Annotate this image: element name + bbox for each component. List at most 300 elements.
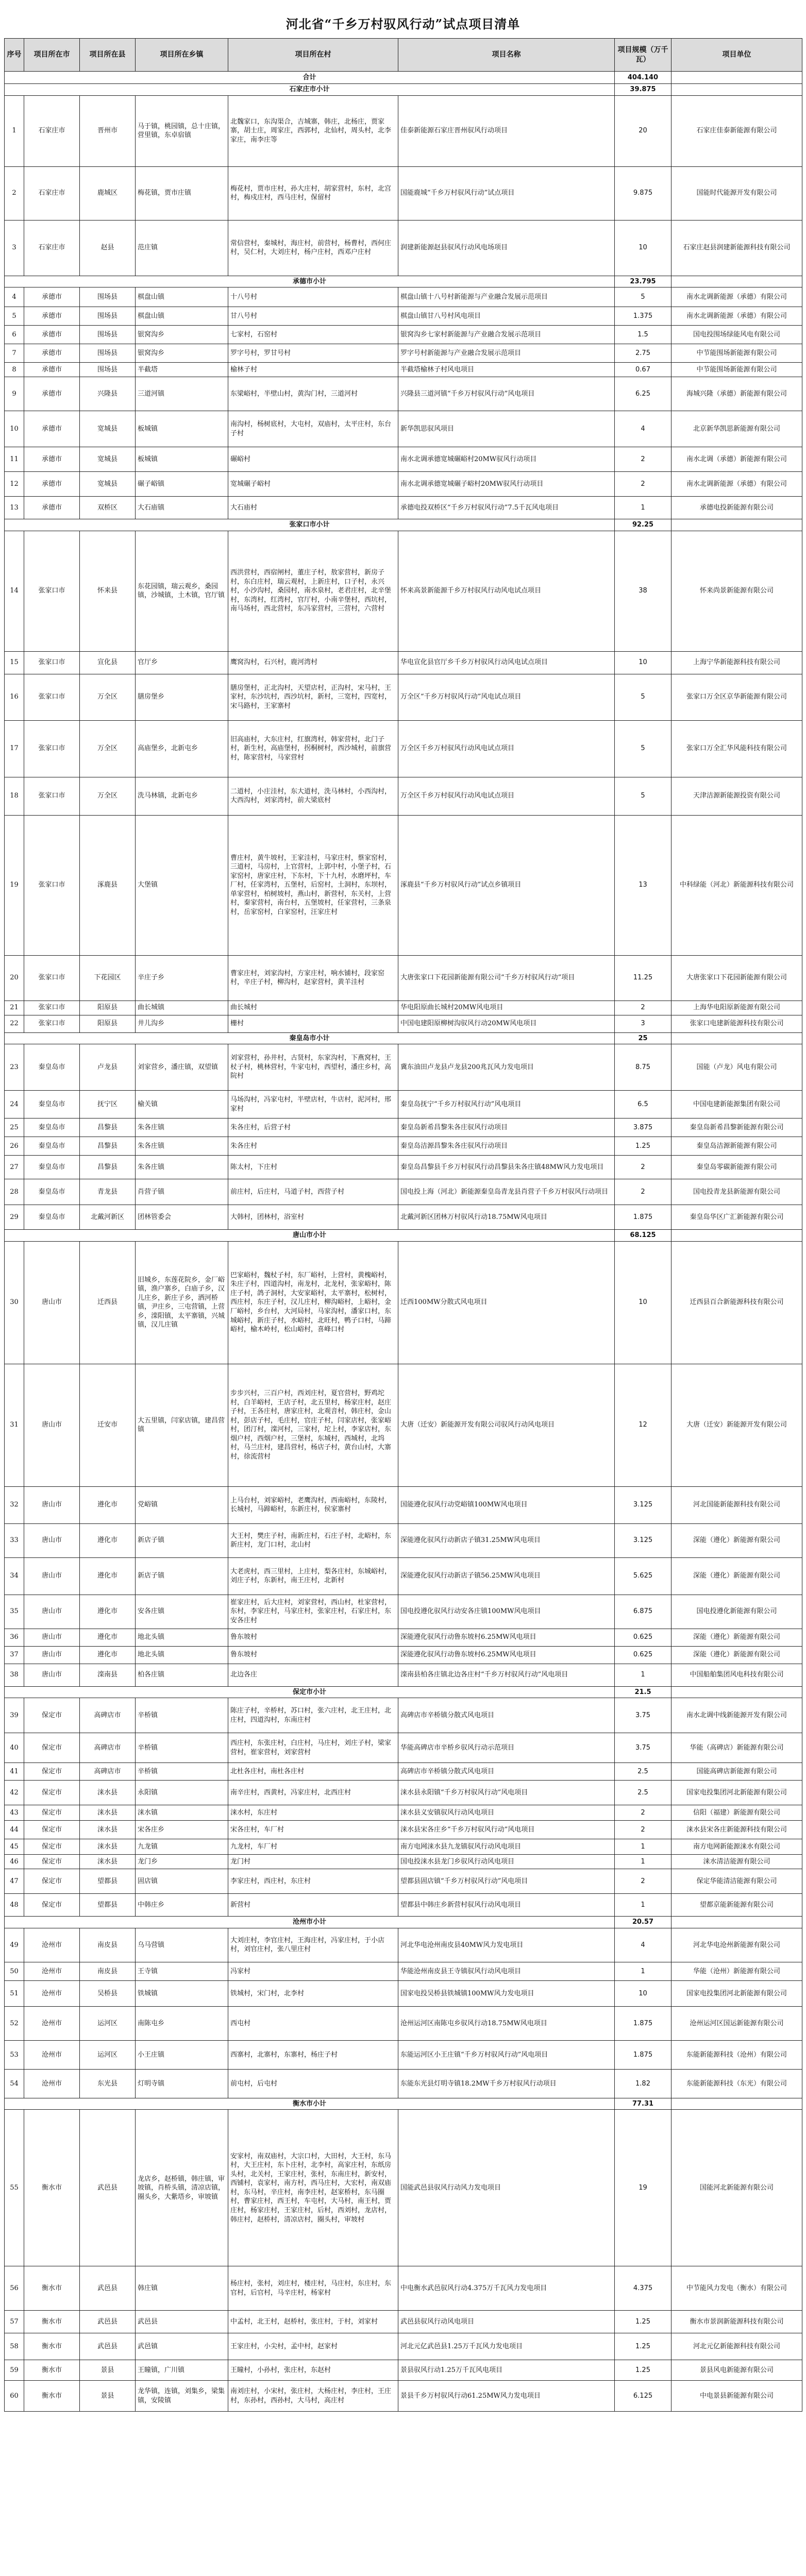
subtotal-blank	[671, 84, 802, 96]
cell-scale: 0.625	[615, 1629, 671, 1646]
cell-name: 国电投遵化驭风行动安各庄镇100MW风电项目	[398, 1595, 615, 1629]
cell-county: 卢龙县	[80, 1044, 136, 1091]
cell-scale: 3	[615, 1015, 671, 1032]
cell-scale: 1.375	[615, 307, 671, 326]
cell-town: 党峪镇	[136, 1486, 228, 1523]
cell-scale: 5	[615, 287, 671, 307]
cell-village: 李家庄村，西庄村，东庄村	[228, 1869, 398, 1894]
cell-town: 王寺镇	[136, 1962, 228, 1980]
subtotal-label: 承德市小计	[5, 276, 615, 287]
cell-unit: 南方电网新能源涞水有限公司	[671, 1839, 802, 1855]
cell-no: 49	[5, 1928, 24, 1962]
cell-county: 遵化市	[80, 1523, 136, 1557]
cell-scale: 5	[615, 720, 671, 777]
cell-town: 新店子镇	[136, 1523, 228, 1557]
table-row	[5, 720, 802, 777]
cell-county: 武邑县	[80, 2333, 136, 2360]
cell-scale: 1.25	[615, 2333, 671, 2360]
cell-scale: 2.5	[615, 1763, 671, 1781]
cell-unit: 国能（卢龙）风电有限公司	[671, 1044, 802, 1091]
cell-no: 36	[5, 1629, 24, 1646]
cell-city: 保定市	[24, 1869, 80, 1894]
cell-city: 衡水市	[24, 2311, 80, 2333]
cell-unit: 国家电投集团河北新能源有限公司	[671, 1781, 802, 1805]
cell-unit: 秦皇岛洁源新能源有限公司	[671, 1137, 802, 1156]
cell-county: 围场县	[80, 363, 136, 377]
cell-city: 沧州市	[24, 1980, 80, 2006]
table-row	[5, 815, 802, 955]
header-town: 项目所在乡镇	[136, 39, 228, 72]
cell-city: 张家口市	[24, 1015, 80, 1032]
cell-no: 30	[5, 1241, 24, 1364]
cell-town: 碾子峪镇	[136, 472, 228, 497]
cell-county: 鹿城区	[80, 166, 136, 220]
document-title: 河北省“千乡万村驭风行动”试点项目清单	[286, 16, 520, 31]
cell-name: 国家电投吴桥县铁城镇100MW风力发电项目	[398, 1980, 615, 2006]
cell-county: 高碑店市	[80, 1763, 136, 1781]
cell-town: 武邑镇	[136, 2333, 228, 2360]
cell-no: 39	[5, 1698, 24, 1733]
cell-town: 龙店乡，赵桥镇，韩庄镇，审坡镇，肖桥头镇，清凉店镇，圈头乡，大紫塔乡，审坡镇	[136, 2110, 228, 2266]
cell-village: 北魏家口，东沟渠合，吉城寨，韩庄，北杨庄，贾家寨，胡士庄，周家庄，西郭村，北仙村，周头村，北李家庄，南李庄等	[228, 95, 398, 166]
cell-county: 晋州市	[80, 95, 136, 166]
cell-unit: 衡水市景润新能源科技有限公司	[671, 2311, 802, 2333]
cell-name: 深能遵化驭风行动新店子镇56.25MW风电项目	[398, 1557, 615, 1595]
cell-county: 吴桥县	[80, 1980, 136, 2006]
cell-town: 膳房堡乡	[136, 674, 228, 720]
cell-county: 万全区	[80, 720, 136, 777]
cell-unit: 承德电投新能源有限公司	[671, 497, 802, 519]
cell-village: 曲长城村	[228, 1001, 398, 1015]
cell-unit: 国电投青龙县新能源有限公司	[671, 1179, 802, 1205]
table-row	[5, 1137, 802, 1156]
cell-name: 秦皇岛抚宁“千乡万村驭风行动”风电项目	[398, 1091, 615, 1118]
subtotal-blank	[671, 519, 802, 531]
table-body	[5, 72, 802, 2412]
cell-town: 地北头镇	[136, 1629, 228, 1646]
cell-city: 张家口市	[24, 674, 80, 720]
cell-town: 榆关镇	[136, 1091, 228, 1118]
cell-no: 47	[5, 1869, 24, 1894]
total-blank	[671, 72, 802, 84]
cell-unit: 中科绿能（河北）新能源科技有限公司	[671, 815, 802, 955]
cell-no: 17	[5, 720, 24, 777]
cell-town: 辛桥镇	[136, 1698, 228, 1733]
cell-name: 中电衡水武邑驭风行动4.375万千瓦风力发电项目	[398, 2266, 615, 2311]
cell-city: 沧州市	[24, 2069, 80, 2098]
cell-scale: 2	[615, 472, 671, 497]
cell-town: 板城镇	[136, 447, 228, 472]
cell-city: 沧州市	[24, 2040, 80, 2069]
cell-name: 南水北调承德宽城碾子峪村20MW驭风行动项目	[398, 472, 615, 497]
cell-village: 西庄村，东张庄村，白庄村，马庄村，刘庄子村，梁家营村，崔家营村，刘家营村	[228, 1733, 398, 1763]
cell-city: 张家口市	[24, 955, 80, 1001]
cell-unit: 迁西县百合新能源科技有限公司	[671, 1241, 802, 1364]
cell-county: 兴隆县	[80, 377, 136, 411]
cell-no: 27	[5, 1156, 24, 1179]
cell-no: 38	[5, 1664, 24, 1686]
cell-name: 润建新能源赵县驭风行动风电场项目	[398, 220, 615, 276]
cell-scale: 2	[615, 1821, 671, 1839]
cell-unit: 涞水县宋各庄新能源科技有限公司	[671, 1821, 802, 1839]
cell-unit: 沧州运河区国运新能源有限公司	[671, 2006, 802, 2040]
cell-town: 铁城镇	[136, 1980, 228, 2006]
cell-village: 十八号村	[228, 287, 398, 307]
table-row	[5, 1091, 802, 1118]
cell-unit: 东能新能源科技（沧州）有限公司	[671, 2040, 802, 2069]
cell-town: 宋各庄乡	[136, 1821, 228, 1839]
cell-name: 武邑县驭风行动风电项目	[398, 2311, 615, 2333]
cell-city: 承德市	[24, 326, 80, 344]
cell-town: 曲长城镇	[136, 1001, 228, 1015]
cell-town: 中韩庄乡	[136, 1894, 228, 1917]
cell-town: 新店子镇	[136, 1557, 228, 1595]
cell-name: 涞水县义安镇驭风行动风电项目	[398, 1805, 615, 1821]
cell-town: 马于镇，桃园镇，总十庄镇，营里镇，东卓宿镇	[136, 95, 228, 166]
cell-town: 柏各庄镇	[136, 1664, 228, 1686]
cell-name: 河北元亿武邑县1.25万千瓦风力发电项目	[398, 2333, 615, 2360]
cell-city: 衡水市	[24, 2381, 80, 2412]
cell-village: 大王村，樊庄子村，南新庄村，石庄子村，北峪村，东新庄村，龙门口村，北山村	[228, 1523, 398, 1557]
subtotal-row	[5, 2098, 802, 2110]
cell-city: 唐山市	[24, 1486, 80, 1523]
cell-name: 华电宣化县官厅乡千乡万村驭风行动风电试点项目	[398, 651, 615, 674]
cell-village: 碾峪村	[228, 447, 398, 472]
cell-no: 31	[5, 1364, 24, 1486]
cell-no: 33	[5, 1523, 24, 1557]
table-row	[5, 2381, 802, 2412]
cell-town: 旧城乡，东莲花院乡，金厂峪镇，渔户寨乡，白庙子乡，汉儿庄乡，新庄子乡，洒河桥镇，尹庄乡，三屯营镇，上营乡，滦阳镇，太平寨镇，兴城镇，汉儿庄镇	[136, 1241, 228, 1364]
cell-scale: 10	[615, 220, 671, 276]
cell-county: 武邑县	[80, 2110, 136, 2266]
cell-city: 承德市	[24, 287, 80, 307]
cell-name: 河北华电沧州南皮县40MW风力发电项目	[398, 1928, 615, 1962]
cell-no: 28	[5, 1179, 24, 1205]
cell-unit: 南水北调中线新能源开发有限公司	[671, 1698, 802, 1733]
cell-village: 二道村，小庄洼村，东大道村，洗马林村，小西沟村，大西沟村，刘家湾村，前大梁底村	[228, 777, 398, 815]
table-row	[5, 2333, 802, 2360]
cell-scale: 1.25	[615, 2360, 671, 2381]
cell-name: 大唐（迁安）新能源开发有限公司驭风行动风电项目	[398, 1364, 615, 1486]
header-unit: 项目单位	[671, 39, 802, 72]
cell-town: 银窝沟乡	[136, 326, 228, 344]
cell-city: 唐山市	[24, 1629, 80, 1646]
cell-name: 万全区千乡万村驭风行动风电试点项目	[398, 720, 615, 777]
cell-no: 37	[5, 1646, 24, 1664]
cell-county: 涿鹿县	[80, 815, 136, 955]
cell-name: 国电投涞水县龙门乡驭风行动风电项目	[398, 1855, 615, 1869]
table-row	[5, 1205, 802, 1230]
cell-name: 华电阳原曲长城村20MW风电项目	[398, 1001, 615, 1015]
cell-city: 秦皇岛市	[24, 1205, 80, 1230]
cell-name: 涞水县宋各庄乡“千乡万村驭风行动”风电项目	[398, 1821, 615, 1839]
cell-town: 辛庄子乡	[136, 955, 228, 1001]
cell-town: 大堡镇	[136, 815, 228, 955]
table-row	[5, 1001, 802, 1015]
cell-city: 保定市	[24, 1763, 80, 1781]
subtotal-row	[5, 1230, 802, 1242]
cell-village: 新营村	[228, 1894, 398, 1917]
subtotal-scale: 25	[615, 1032, 671, 1044]
cell-village: 南沟村，杨树底村，大屯村，双庙村，太平庄村，东台子村	[228, 411, 398, 447]
cell-town: 地北头镇	[136, 1646, 228, 1664]
cell-no: 29	[5, 1205, 24, 1230]
cell-village: 九龙村，车厂村	[228, 1839, 398, 1855]
cell-no: 23	[5, 1044, 24, 1091]
header-scale: 项目规模（万千瓦）	[615, 39, 671, 72]
cell-county: 宣化县	[80, 651, 136, 674]
cell-scale: 2	[615, 447, 671, 472]
cell-town: 龙华镇，连镇，刘集乡，梁集镇，安陵镇	[136, 2381, 228, 2412]
header-county: 项目所在县	[80, 39, 136, 72]
cell-unit: 深能（遵化）新能源有限公司	[671, 1629, 802, 1646]
cell-no: 44	[5, 1821, 24, 1839]
table-row	[5, 497, 802, 519]
cell-village: 膳房堡村，正北沟村，天望店村，正沟村，宋马村，王家村，东沙坑村，西沙坑村，新村，三宽村，四宽村，宋马路村，王家寨村	[228, 674, 398, 720]
cell-name: 半截塔榆林子村风电项目	[398, 363, 615, 377]
cell-county: 阳原县	[80, 1001, 136, 1015]
cell-county: 昌黎县	[80, 1137, 136, 1156]
cell-village: 大老虎村，西三里村，上庄村，梨各庄村，东城峪村，刘庄子村，东新村，南王庄村，北新村	[228, 1557, 398, 1595]
cell-no: 8	[5, 363, 24, 377]
cell-city: 唐山市	[24, 1523, 80, 1557]
cell-scale: 5.625	[615, 1557, 671, 1595]
cell-county: 下花园区	[80, 955, 136, 1001]
cell-county: 围场县	[80, 307, 136, 326]
subtotal-row	[5, 1686, 802, 1698]
cell-unit: 张家口万全区京华新能源有限公司	[671, 674, 802, 720]
cell-village: 铁城村，宋门村，北李村	[228, 1980, 398, 2006]
cell-unit: 南水北调（承德）新能源有限公司	[671, 447, 802, 472]
cell-no: 50	[5, 1962, 24, 1980]
cell-county: 东光县	[80, 2069, 136, 2098]
cell-city: 承德市	[24, 307, 80, 326]
cell-name: 南方电网涞水县九龙镇驭风行动风电项目	[398, 1839, 615, 1855]
cell-unit: 深能（遵化）新能源有限公司	[671, 1523, 802, 1557]
cell-no: 54	[5, 2069, 24, 2098]
cell-name: 承德电投双桥区“千乡万村驭风行动”7.5千瓦风电项目	[398, 497, 615, 519]
subtotal-label: 沧州市小计	[5, 1917, 615, 1928]
table-row	[5, 1821, 802, 1839]
cell-scale: 8.75	[615, 1044, 671, 1091]
cell-city: 承德市	[24, 363, 80, 377]
cell-no: 57	[5, 2311, 24, 2333]
cell-unit: 河北国能新能源科技有限公司	[671, 1486, 802, 1523]
table-row	[5, 1629, 802, 1646]
cell-unit: 景县风电新能源有限公司	[671, 2360, 802, 2381]
cell-village: 北杜各庄村，南杜各庄村	[228, 1763, 398, 1781]
subtotal-scale: 23.795	[615, 276, 671, 287]
cell-village: 宽城碾子峪村	[228, 472, 398, 497]
cell-name: 秦皇岛新希昌黎朱各庄驭风行动项目	[398, 1118, 615, 1137]
cell-no: 5	[5, 307, 24, 326]
cell-village: 西寨村，北寨村，东寨村，杨庄子村	[228, 2040, 398, 2069]
cell-no: 22	[5, 1015, 24, 1032]
header-no: 序号	[5, 39, 24, 72]
cell-city: 张家口市	[24, 720, 80, 777]
cell-village: 鲁东坡村	[228, 1629, 398, 1646]
cell-county: 遵化市	[80, 1486, 136, 1523]
cell-village: 马场沟村，冯家屯村，半壁店村，牛店村，泥河村，邢家村	[228, 1091, 398, 1118]
cell-town: 王瞳镇，广川镇	[136, 2360, 228, 2381]
cell-no: 56	[5, 2266, 24, 2311]
cell-village: 王瞳村，小孙村，张庄村，东赵村	[228, 2360, 398, 2381]
cell-county: 涞水县	[80, 1821, 136, 1839]
cell-town: 乌马营镇	[136, 1928, 228, 1962]
cell-village: 大韩村，团林村，浴室村	[228, 1205, 398, 1230]
cell-town: 武邑县	[136, 2311, 228, 2333]
table-row	[5, 1595, 802, 1629]
table-row	[5, 1486, 802, 1523]
cell-unit: 南水北调新能源（承德）有限公司	[671, 287, 802, 307]
cell-city: 唐山市	[24, 1364, 80, 1486]
header-city: 项目所在市	[24, 39, 80, 72]
cell-town: 棋盘山镇	[136, 287, 228, 307]
cell-no: 21	[5, 1001, 24, 1015]
table-row	[5, 1241, 802, 1364]
cell-unit: 海城兴隆（承德）新能源有限公司	[671, 377, 802, 411]
cell-scale: 1.875	[615, 1205, 671, 1230]
cell-no: 32	[5, 1486, 24, 1523]
cell-city: 秦皇岛市	[24, 1118, 80, 1137]
cell-town: 板城镇	[136, 411, 228, 447]
cell-town: 朱各庄镇	[136, 1137, 228, 1156]
table-row	[5, 2266, 802, 2311]
project-table	[4, 38, 802, 2412]
cell-unit: 中电景县新能源有限公司	[671, 2381, 802, 2412]
cell-unit: 河北华电沧州新能源有限公司	[671, 1928, 802, 1962]
cell-city: 唐山市	[24, 1241, 80, 1364]
subtotal-label: 衡水市小计	[5, 2098, 615, 2110]
cell-name: 国能武邑县驭风行动风力发电项目	[398, 2110, 615, 2266]
cell-county: 围场县	[80, 326, 136, 344]
cell-unit: 北京新华凯思新能源有限公司	[671, 411, 802, 447]
subtotal-row	[5, 276, 802, 287]
cell-name: 大唐张家口下花园新能源有限公司“千乡万村驭风行动”项目	[398, 955, 615, 1001]
cell-village: 陈太村，下庄村	[228, 1156, 398, 1179]
total-scale: 404.140	[615, 72, 671, 84]
cell-no: 15	[5, 651, 24, 674]
cell-county: 运河区	[80, 2040, 136, 2069]
cell-scale: 2	[615, 1001, 671, 1015]
cell-city: 秦皇岛市	[24, 1044, 80, 1091]
cell-name: 东能东光县灯明寺镇18.2MW千乡万村驭风行动项目	[398, 2069, 615, 2098]
cell-unit: 南水北调新能源（承德）有限公司	[671, 307, 802, 326]
cell-village: 常信营村，秦城村，海庄村，前营村，杨曹村，西何庄村，吴仁村，大刘庄村，杨户庄村，西邓户庄村	[228, 220, 398, 276]
cell-no: 2	[5, 166, 24, 220]
table-row	[5, 1980, 802, 2006]
cell-scale: 3.875	[615, 1118, 671, 1137]
cell-town: 朱各庄镇	[136, 1118, 228, 1137]
cell-county: 昌黎县	[80, 1118, 136, 1137]
cell-unit: 上海华电阳原新能源有限公司	[671, 1001, 802, 1015]
cell-town: 涞水镇	[136, 1805, 228, 1821]
cell-county: 高碑店市	[80, 1698, 136, 1733]
cell-town: 灯明寺镇	[136, 2069, 228, 2098]
cell-village: 中孟村，北王村，赵桥村，张庄村，于村，刘家村	[228, 2311, 398, 2333]
cell-city: 衡水市	[24, 2266, 80, 2311]
table-row	[5, 447, 802, 472]
cell-unit: 中国电建新能源集团有限公司	[671, 1091, 802, 1118]
cell-unit: 秦皇岛新希昌黎新能源有限公司	[671, 1118, 802, 1137]
cell-no: 4	[5, 287, 24, 307]
cell-scale: 1.82	[615, 2069, 671, 2098]
cell-unit: 信阳（福建）新能源有限公司	[671, 1805, 802, 1821]
cell-unit: 中节能围场新能源有限公司	[671, 363, 802, 377]
cell-scale: 1.5	[615, 326, 671, 344]
cell-county: 景县	[80, 2360, 136, 2381]
cell-name: 中国电建阳原柳树沟驭风行动20MW风电项目	[398, 1015, 615, 1032]
cell-unit: 深能（遵化）新能源有限公司	[671, 1646, 802, 1664]
cell-name: 南水北调承德宽城碾峪村20MW驭风行动项目	[398, 447, 615, 472]
cell-unit: 东能新能源科技（东光）有限公司	[671, 2069, 802, 2098]
cell-scale: 0.67	[615, 363, 671, 377]
cell-scale: 10	[615, 1241, 671, 1364]
cell-name: 高碑店市辛桥镇分散式风电项目	[398, 1698, 615, 1733]
cell-town: 大石庙镇	[136, 497, 228, 519]
cell-village: 曹家庄村，刘家沟村，方家庄村，响水铺村，段家窑村，辛庄子村，柳沟村，赵家营村，黄羊洼村	[228, 955, 398, 1001]
cell-scale: 4	[615, 411, 671, 447]
cell-scale: 3.125	[615, 1486, 671, 1523]
table-row	[5, 2040, 802, 2069]
cell-county: 武邑县	[80, 2311, 136, 2333]
cell-unit: 石家庄赵县润建新能源科技有限公司	[671, 220, 802, 276]
subtotal-blank	[671, 2098, 802, 2110]
cell-city: 石家庄市	[24, 220, 80, 276]
cell-town: 肖营子镇	[136, 1179, 228, 1205]
cell-scale: 12	[615, 1364, 671, 1486]
cell-name: 国能鹿城“千乡万村驭风行动”试点项目	[398, 166, 615, 220]
cell-unit: 国能河北新能源有限公司	[671, 2110, 802, 2266]
cell-scale: 1	[615, 1855, 671, 1869]
cell-city: 秦皇岛市	[24, 1156, 80, 1179]
cell-unit: 中节能风力发电（衡水）有限公司	[671, 2266, 802, 2311]
cell-county: 怀来县	[80, 531, 136, 651]
subtotal-row	[5, 519, 802, 531]
cell-name: 华能高碑店市辛桥乡驭风行动示范项目	[398, 1733, 615, 1763]
cell-unit: 河北元亿新能源科技有限公司	[671, 2333, 802, 2360]
table-row	[5, 674, 802, 720]
cell-scale: 38	[615, 531, 671, 651]
cell-county: 南皮县	[80, 1928, 136, 1962]
table-row	[5, 1664, 802, 1686]
cell-city: 唐山市	[24, 1646, 80, 1664]
cell-county: 阳原县	[80, 1015, 136, 1032]
table-row	[5, 287, 802, 307]
cell-scale: 3.75	[615, 1733, 671, 1763]
cell-scale: 1.25	[615, 2311, 671, 2333]
cell-no: 10	[5, 411, 24, 447]
cell-town: 团林管委会	[136, 1205, 228, 1230]
cell-city: 张家口市	[24, 815, 80, 955]
cell-scale: 2.5	[615, 1781, 671, 1805]
cell-scale: 13	[615, 815, 671, 955]
cell-county: 高碑店市	[80, 1733, 136, 1763]
cell-village: 南辛庄村，西黄村，冯家庄村，北西庄村	[228, 1781, 398, 1805]
cell-scale: 1	[615, 497, 671, 519]
cell-county: 望都县	[80, 1894, 136, 1917]
table-row	[5, 344, 802, 363]
cell-unit: 涞水清洁能源有限公司	[671, 1855, 802, 1869]
cell-city: 张家口市	[24, 651, 80, 674]
cell-village: 宋各庄村，车厂村	[228, 1821, 398, 1839]
cell-county: 抚宁区	[80, 1091, 136, 1118]
cell-village: 七家村，石窑村	[228, 326, 398, 344]
cell-village: 前庄村，后庄村，马道子村，西营子村	[228, 1179, 398, 1205]
cell-name: 东能运河区小王庄镇“千乡万村驭风行动”风电项目	[398, 2040, 615, 2069]
cell-town: 大五里镇，闫家店镇，建昌营镇	[136, 1364, 228, 1486]
cell-scale: 4	[615, 1928, 671, 1962]
